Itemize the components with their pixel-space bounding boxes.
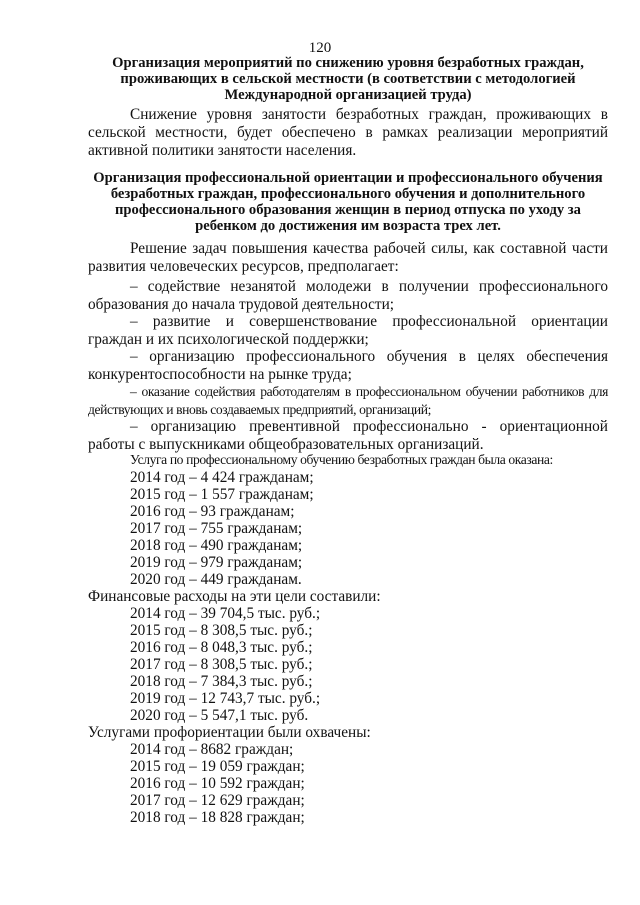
bullet-item: – развитие и совершенствование профессиональной ориентации граждан и их психологической поддержки;	[88, 313, 608, 348]
finance-list-item: 2015 год – 8 308,5 тыс. руб.;	[130, 622, 313, 639]
training-list-item: 2015 год – 1 557 гражданам;	[130, 486, 314, 503]
page-number: 120	[308, 40, 332, 56]
training-list-item: 2017 год – 755 гражданам;	[130, 520, 303, 537]
finance-list-item: 2014 год – 39 704,5 тыс. руб.;	[130, 605, 321, 622]
training-list-item: 2019 год – 979 гражданам;	[130, 554, 303, 571]
paragraph-rural-employment: Снижение уровня занятости безработных граждан, проживающих в сельской местности, будет обеспечено в рамках реализации мероприятий активной политики занятости населения.	[88, 106, 608, 159]
finance-intro: Финансовые расходы на эти цели составили:	[88, 588, 381, 605]
finance-list-item: 2016 год – 8 048,3 тыс. руб.;	[130, 639, 313, 656]
bullet-item: – содействие незанятой молодежи в получении профессионального образования до начала трудовой деятельности;	[88, 278, 608, 313]
guidance-list-item: 2018 год – 18 828 граждан;	[130, 809, 305, 826]
guidance-intro: Услугами профориентации были охвачены:	[88, 724, 371, 741]
guidance-list-item: 2017 год – 12 629 граждан;	[130, 792, 305, 809]
guidance-list-item: 2015 год – 19 059 граждан;	[130, 758, 305, 775]
section-heading-vocational-guidance: Организация профессиональной ориентации и профессионального обучения безработных граждан, профессионального обучения и дополнительного профессионального образования женщин в период отпуска по уходу за ребенком до достижения им возраста трех лет.	[93, 170, 603, 234]
training-list-item: 2014 год – 4 424 гражданам;	[130, 469, 314, 486]
bullet-item: – оказание содействия работодателям в профессиональном обучении работников для действующих и вновь создаваемых предприятий, организаций;	[88, 384, 608, 417]
training-intro: Услуга по профессиональному обучению безработных граждан была оказана:	[130, 452, 553, 467]
finance-list-item: 2017 год – 8 308,5 тыс. руб.;	[130, 656, 313, 673]
paragraph-workforce-quality: Решение задач повышения качества рабочей силы, как составной части развития человеческих ресурсов, предполагает:	[88, 240, 608, 275]
finance-list-item: 2019 год – 12 743,7 тыс. руб.;	[130, 690, 321, 707]
training-list-item: 2020 год – 449 гражданам.	[130, 571, 302, 588]
finance-list-item: 2018 год – 7 384,3 тыс. руб.;	[130, 673, 313, 690]
bullet-item: – организацию профессионального обучения в целях обеспечения конкурентоспособности на рынке труда;	[88, 348, 608, 383]
guidance-list-item: 2014 год – 8682 граждан;	[130, 741, 294, 758]
finance-list-item: 2020 год – 5 547,1 тыс. руб.	[130, 707, 309, 724]
training-list-item: 2016 год – 93 гражданам;	[130, 503, 295, 520]
training-list-item: 2018 год – 490 гражданам;	[130, 537, 303, 554]
bullet-item: – организацию превентивной профессионально - ориентационной работы с выпускниками общеобразовательных организаций.	[88, 418, 608, 453]
section-heading-rural-unemployment: Организация мероприятий по снижению уровня безработных граждан, проживающих в сельской местности (в соответствии с методологией Международной организацией труда)	[112, 55, 584, 103]
guidance-list-item: 2016 год – 10 592 граждан;	[130, 775, 305, 792]
